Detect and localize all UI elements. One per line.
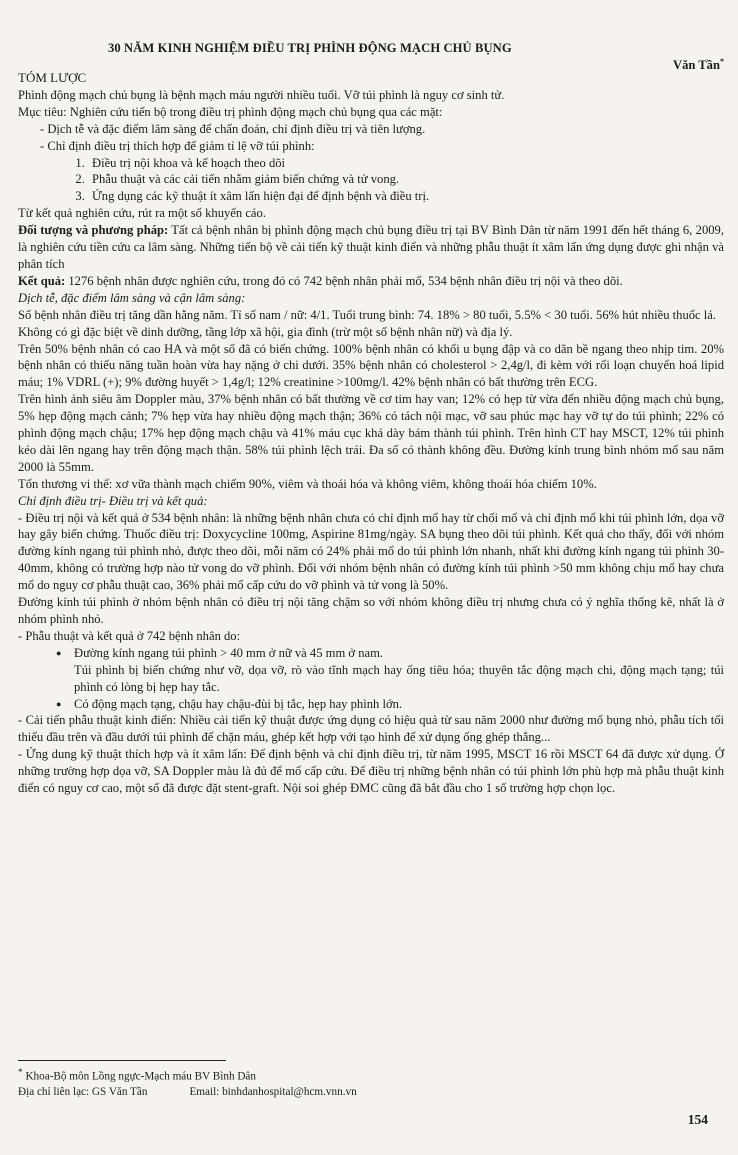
results-paragraph: Kết quả: 1276 bệnh nhân được nghiên cứu, trong đó có 742 bệnh nhân phải mổ, 534 bệnh nhân điều trị nội và theo dõi. [18,273,623,288]
numbered-item: 3. Ứng dụng các kỹ thuật ít xâm lấn hiện đại để định bệnh và điều trị. [88,188,724,205]
footnote-contact: Địa chỉ liên lạc: GS Văn Tần Email: binhdanhospital@hcm.vnn.vn [18,1085,357,1098]
conclusion-lead: Từ kết quả nghiên cứu, rút ra một số khuyến cáo. [18,206,266,221]
treatment-paragraph: - Phẫu thuật và kết quả ở 742 bệnh nhân do: [18,628,241,643]
numbered-list [18,155,724,206]
numbered-item: 2. Phẫu thuật và các cải tiến nhằm giảm biến chứng và tử vong. [88,171,724,188]
page-number: 154 [687,1112,708,1127]
methods-paragraph: Đối tượng và phương pháp: Tất cả bệnh nhân bị phình động mạch chủ bụng điều trị tại BV Bình Dân từ năm 1991 đến hết tháng 6, 2009, là nghiên cứu tiền cứu ca lâm sàng. Những tiến bộ về cải tiến kỹ thuật kinh điển và những phẫu thuật ít xâm lấn ứng dụng được ghi nhận và phân tích [18,223,724,271]
summary-intro: Phình động mạch chủ bụng là bệnh mạch máu người nhiều tuổi. Vỡ túi phình là nguy cơ sinh tử. [18,87,505,102]
closing-paragraph: - Cải tiến phẫu thuật kinh điển: Nhiều cải tiến kỹ thuật được ứng dụng có hiệu quả từ sau năm 2000 như đường mổ bụng nhỏ, phẫu tích tối thiểu đầu trên và đầu dưới túi phình để chặn máu, ghép kết hợp với tạo hình để xử dụng ống ghép thẳng... [18,713,724,745]
closing-paragraph: - Ứng dung kỹ thuật thích hợp và ít xâm lấn: Để định bệnh và chỉ định điều trị, từ năm 1995, MSCT 16 rồi MSCT 64 đã được xử dụng. Ở những trường hợp dọa vỡ, SA Doppler màu là đủ để mổ cấp cứu. Để điều trị những bệnh nhân có túi phình lớn phù hợp mà phẫu thuật kinh điển có nguy cơ cao, một số đã được đặt stent-graft. Nội soi ghép ĐMC cũng đã bắt đầu cho 1 số trường hợp chọn lọc. [18,747,724,796]
objective-item: - Dịch tễ và đặc điểm lâm sàng để chẩn đoán, chỉ định điều trị và tiên lượng. [40,121,426,136]
bullet-continuation: Túi phình bị biến chứng như vỡ, dọa vỡ, rò vào tĩnh mạch hay ống tiêu hóa; thuyên tắc động mạch chi, động mạch tạng; túi phình có lòng bị hẹp hay tắc. [74,662,724,694]
footnote-email: Email: binhdanhospital@hcm.vnn.vn [189,1085,357,1098]
document-page [18,40,724,797]
bullet-item: ● Đường kính ngang túi phình > 40 mm ở nữ và 45 mm ở nam. [74,645,724,662]
methods-label: Đối tượng và phương pháp: [18,223,169,238]
epi-paragraph: Không có gì đặc biệt về dinh dưỡng, tầng lớp xã hội, gia đình (trừ một số bệnh nhân nữ) và địa lý. [18,324,513,339]
bullet-item: ● Có động mạch tạng, chậu hay chậu-đùi bị tắc, hẹp hay phình lớn. [74,696,724,713]
footnote-affiliation: * Khoa-Bộ môn Lồng ngực-Mạch máu BV Bình Dân [18,1068,256,1083]
title-row [18,40,724,73]
treatment-paragraph: - Điều trị nội và kết quả ở 534 bệnh nhân: là những bệnh nhân chưa có chỉ định mổ hay từ chối mổ và chỉ định mổ khi túi phình lớn, dọa vỡ hay gây biến chứng. Thuốc điều trị: Doxycycline 100mg, Aspirine 81mg/ngày. SA bụng theo dõi túi phình. Kết quả cho thấy, đối với nhóm đường kính ngang túi phình nhỏ, được theo dõi, mỗi năm có 24% phải mổ do túi phình lớn nhanh, nhất khi đường kính ngang túi phình 30-40mm, không có trường hợp nào tử vong do vỡ phình. Đối với nhóm bệnh nhân có đường kính túi phình >50 mm không chịu mổ hay chưa mổ do nguy cơ phẫu thuật cao, 36% phải mổ cấp cứu do vỡ phình và tử vong là 50%. [18,510,724,593]
epi-heading: Dịch tễ, đặc điểm lâm sàng và cận lâm sàng: [18,290,246,305]
surgery-criteria-list [18,645,724,662]
epi-paragraph: Trên hình ảnh siêu âm Doppler màu, 37% bệnh nhân có bất thường về cơ tim hay van; 12% có hẹp từ vừa đến nhiều động mạch chủ bụng, 5% hẹp động mạch cảnh; 7% hẹp vừa hay nhiều động mạch thận; 36% có tách nội mạc, vỡ sau phúc mạc hay vỡ tự do túi phình; 22% có phình động mạch chậu; 17% hẹp động mạch chậu và 41% máu cục khá dày bám thành túi phình. Trên hình CT hay MSCT, 12% túi phình kéo dài lên ngang hay trên động mạch thận. 58% túi phình lệch trái. Đa số có thành không đều. Đường kính trung bình nhóm mổ sau năm 2000 là 55mm. [18,392,724,474]
epi-paragraph: Số bệnh nhân điều trị tăng dần hằng năm. Tỉ số nam / nữ: 4/1. Tuổi trung bình: 74. 18% > 80 tuổi, 5.5% < 30 tuổi. 56% hút nhiều thuốc lá. [18,307,717,322]
numbered-item: 1. Điều trị nội khoa và kế hoạch theo dõi [88,155,724,172]
author-name: Văn Tần* [672,57,724,73]
footnotes [18,1066,718,1100]
objective-lead: Mục tiêu: Nghiên cứu tiến bộ trong điều trị phình động mạch chủ bụng qua các mặt: [18,104,443,119]
page-title: 30 NĂM KINH NGHIỆM ĐIỀU TRỊ PHÌNH ĐỘNG MẠCH CHỦ BỤNG [108,41,512,55]
footnote-divider [18,1060,226,1061]
epi-paragraph: Tổn thương vi thể: xơ vữa thành mạch chiếm 90%, viêm và thoái hóa và không viêm, không thoái hóa chiếm 10%. [18,476,597,491]
treatment-heading: Chỉ định điều trị- Điều trị và kết quả: [18,493,208,508]
objective-item: - Chỉ định điều trị thích hợp để giảm tỉ lệ vỡ túi phình: [40,138,315,153]
treatment-paragraph: Đường kính túi phình ở nhóm bệnh nhân có điều trị nội tăng chậm so với nhóm không điều trị nhưng chưa có ý nghĩa thống kê, nhất là ở nhóm phình nhỏ. [18,595,724,626]
epi-paragraph: Trên 50% bệnh nhân có cao HA và một số đã có biến chứng. 100% bệnh nhân có khối u bụng đập và co dãn bề ngang theo nhịp tim. 20% bệnh nhân có thiếu năng tuần hoàn vừa hay nặng ở chi dưới. 35% bệnh nhân có cholesterol > 2,4g/l, đi kèm với rối loạn chuyển hoá lipid máu; 1% VDRL (+); 9% đường huyết > 1,4g/l; 12% creatinine >100mg/l. 42% bệnh nhân có bất thường trên ECG. [18,341,724,390]
summary-heading: TÓM LƯỢC [18,70,87,85]
results-label: Kết quả: [18,273,66,288]
surgery-criteria-list [18,696,724,713]
